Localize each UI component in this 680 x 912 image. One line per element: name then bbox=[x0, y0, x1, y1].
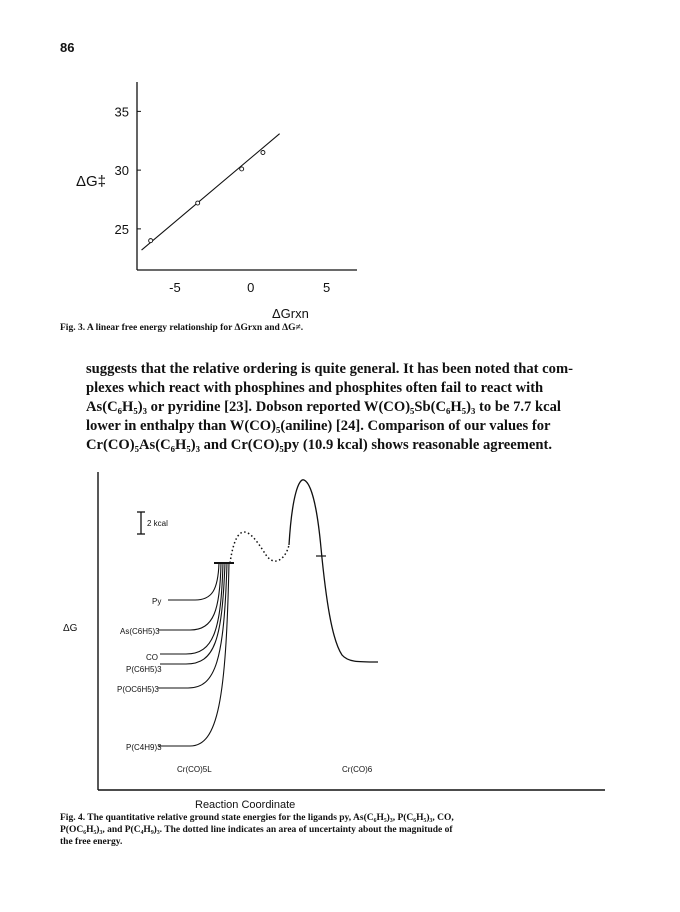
figure-4-y-axis-label: ΔG bbox=[63, 623, 78, 634]
curve-co bbox=[160, 563, 223, 654]
data-point bbox=[149, 239, 153, 243]
body-line: plexes which react with phosphines and phosphites often fail to react with bbox=[86, 380, 544, 396]
figure-3 bbox=[0, 0, 680, 340]
figure-3-ticks bbox=[115, 104, 331, 295]
ligand-label-p-c6h5-3: P(C6H5)3 bbox=[126, 665, 162, 674]
scale-bar-label: 2 kcal bbox=[147, 519, 168, 528]
figure-3-y-axis-label: ΔG‡ bbox=[76, 173, 107, 190]
figure-3-axes bbox=[137, 82, 357, 270]
caption-line: P(OC₆H₅)₃, and P(C₄H₉)₃. The dotted line indicates an area of uncertainty about the magnitude of bbox=[60, 825, 453, 835]
y-tick-label: 30 bbox=[114, 163, 129, 179]
data-point bbox=[196, 201, 200, 205]
body-paragraph bbox=[86, 360, 616, 455]
figure-3-caption: Fig. 3. A linear free energy relationship for ΔGrxn and ΔG≠. bbox=[60, 323, 304, 333]
figure-4-x-axis-label: Reaction Coordinate bbox=[195, 799, 296, 811]
barrier-curve bbox=[289, 480, 378, 662]
page-number: 86 bbox=[60, 40, 75, 55]
figure-3-points bbox=[142, 134, 280, 250]
uncertainty-dotted-line bbox=[230, 532, 289, 563]
caption-line: Fig. 4. The quantitative relative ground state energies for the ligands py, As(C₆H₅)₃, P(C₆H₅)₃, CO, bbox=[60, 813, 454, 823]
ligand-label-co: CO bbox=[146, 653, 158, 662]
body-line: lower in enthalpy than W(CO)₅(aniline) [24]. Comparison of our values for bbox=[86, 418, 551, 434]
figure-3-x-axis-label: ΔGrxn bbox=[272, 306, 309, 321]
state-label-cr-co6: Cr(CO)6 bbox=[342, 765, 373, 774]
y-tick-label: 25 bbox=[114, 221, 129, 237]
state-label-cr-co5-l: Cr(CO)5L bbox=[177, 765, 212, 774]
body-line: suggests that the relative ordering is quite general. It has been noted that com- bbox=[86, 361, 573, 377]
curve-p-oc6h5-3 bbox=[158, 563, 227, 688]
x-tick-label: 0 bbox=[247, 280, 255, 295]
scale-bar-icon bbox=[137, 512, 145, 534]
ligand-label-p-oc6h5-3: P(OC6H5)3 bbox=[117, 685, 159, 694]
x-tick-label: -5 bbox=[169, 280, 181, 295]
ligand-label-p-c4h9-3: P(C4H9)3 bbox=[126, 743, 162, 752]
caption-line: the free energy. bbox=[60, 837, 123, 847]
y-tick-label: 35 bbox=[114, 104, 129, 120]
x-tick-label: 5 bbox=[323, 280, 331, 295]
ligand-label-py: Py bbox=[152, 597, 162, 606]
figure-4-caption bbox=[60, 812, 630, 848]
body-line: Cr(CO)₅As(C₆H₅)₃ and Cr(CO)₅py (10.9 kcal) shows reasonable agreement. bbox=[86, 437, 553, 453]
curve-p-c4h9-3 bbox=[158, 563, 229, 746]
ligand-label-as-c6h5-3: As(C6H5)3 bbox=[120, 627, 160, 636]
curve-p-c6h5-3 bbox=[160, 563, 225, 664]
ligand-curves bbox=[158, 563, 229, 746]
data-point bbox=[261, 151, 265, 155]
body-line: As(C₆H₅)₃ or pyridine [23]. Dobson reported W(CO)₅Sb(C₆H₅)₃ to be 7.7 kcal bbox=[86, 399, 561, 415]
curve-py bbox=[168, 563, 219, 600]
data-point bbox=[240, 167, 244, 171]
curve-as-c6h5-3 bbox=[158, 563, 221, 630]
fit-line bbox=[142, 134, 280, 250]
